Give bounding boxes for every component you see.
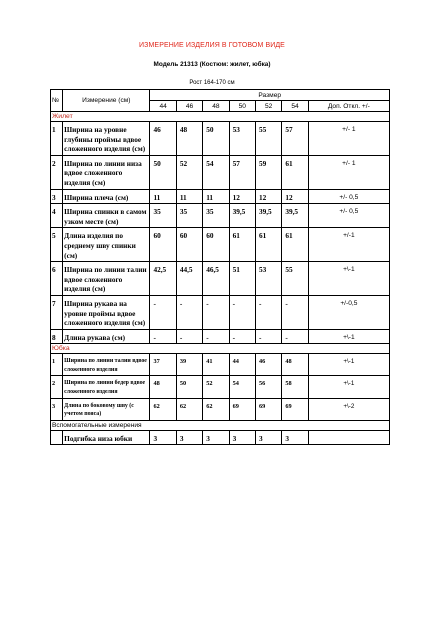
size-value: 48 bbox=[150, 376, 176, 398]
measurement-name: Ширина плеча (см) bbox=[63, 189, 150, 204]
size-value: 41 bbox=[203, 354, 229, 376]
size-value: - bbox=[176, 295, 202, 329]
row-number: 8 bbox=[51, 329, 63, 344]
section-vest-label: Жилет bbox=[51, 112, 390, 122]
measurement-name: Ширина на уровне глубины проймы вдвое сложенного изделия (см) bbox=[63, 122, 150, 156]
size-value: 3 bbox=[176, 430, 202, 445]
document-title: ИЗМЕРЕНИЕ ИЗДЕЛИЯ В ГОТОВОМ ВИДЕ bbox=[139, 42, 285, 49]
size-value: 50 bbox=[203, 122, 229, 156]
row-number: 2 bbox=[51, 155, 63, 189]
size-value: 55 bbox=[255, 122, 281, 156]
row-number: 4 bbox=[51, 204, 63, 228]
size-value: 58 bbox=[282, 376, 308, 398]
size-value: 61 bbox=[229, 228, 255, 262]
section-aux bbox=[51, 420, 390, 430]
table-row bbox=[51, 155, 390, 189]
table-row bbox=[51, 430, 390, 445]
measurement-name: Длина по боковому шву (с учетом пояса) bbox=[63, 398, 150, 420]
size-value: 12 bbox=[229, 189, 255, 204]
tolerance-value: +\-1 bbox=[308, 354, 389, 376]
size-value: 46,5 bbox=[203, 262, 229, 296]
row-number: 7 bbox=[51, 295, 63, 329]
size-value: 12 bbox=[282, 189, 308, 204]
size-value: 55 bbox=[282, 262, 308, 296]
tolerance-value: +/-1 bbox=[308, 228, 389, 262]
size-value: 60 bbox=[150, 228, 176, 262]
table-row bbox=[51, 122, 390, 156]
model-caption: Модель 21313 (Костюм: жилет, юбка) bbox=[153, 61, 271, 68]
section-skirt-label: Юбка bbox=[51, 344, 390, 354]
size-value: - bbox=[255, 329, 281, 344]
size-value: 3 bbox=[229, 430, 255, 445]
size-value: 52 bbox=[203, 376, 229, 398]
tolerance-value: +\-1 bbox=[308, 329, 389, 344]
size-value: 57 bbox=[229, 155, 255, 189]
table-row bbox=[51, 295, 390, 329]
size-value: 61 bbox=[282, 155, 308, 189]
table-row bbox=[51, 354, 390, 376]
size-value: - bbox=[282, 329, 308, 344]
size-value: 39,5 bbox=[229, 204, 255, 228]
size-value: 12 bbox=[255, 189, 281, 204]
measurement-name: Подгибка низа юбки bbox=[63, 430, 150, 445]
size-value: 62 bbox=[150, 398, 176, 420]
size-value: 54 bbox=[229, 376, 255, 398]
size-value: 39,5 bbox=[255, 204, 281, 228]
size-value: 62 bbox=[176, 398, 202, 420]
row-number: 1 bbox=[51, 354, 63, 376]
row-number: 6 bbox=[51, 262, 63, 296]
size-value: 11 bbox=[203, 189, 229, 204]
measurement-name: Длина изделия по среднему шву спинки (см) bbox=[63, 228, 150, 262]
tolerance-value: +/- 0,5 bbox=[308, 189, 389, 204]
tolerance-value: +/- 0,5 bbox=[308, 204, 389, 228]
size-value: 61 bbox=[255, 228, 281, 262]
row-number bbox=[51, 430, 63, 445]
size-value: 53 bbox=[255, 262, 281, 296]
size-value: 61 bbox=[282, 228, 308, 262]
table-row bbox=[51, 376, 390, 398]
row-number: 3 bbox=[51, 189, 63, 204]
section-skirt bbox=[51, 344, 390, 354]
size-value: - bbox=[203, 329, 229, 344]
size-value: 3 bbox=[255, 430, 281, 445]
row-number: 5 bbox=[51, 228, 63, 262]
section-aux-label: Вспомогательные измерения bbox=[51, 420, 390, 430]
size-value: 54 bbox=[203, 155, 229, 189]
tolerance-value: +/- 1 bbox=[308, 155, 389, 189]
measurement-name: Ширина по линии бедер вдвое сложенного изделия bbox=[63, 376, 150, 398]
tolerance-value: +/-0,5 bbox=[308, 295, 389, 329]
size-value: 44,5 bbox=[176, 262, 202, 296]
header-tolerance: Доп. Откл. +/- bbox=[308, 101, 389, 112]
measurement-name: Ширина спинки в самом узком месте (см) bbox=[63, 204, 150, 228]
header-size-cell: 52 bbox=[255, 101, 281, 112]
size-value: 62 bbox=[203, 398, 229, 420]
size-value: - bbox=[203, 295, 229, 329]
size-value: 50 bbox=[176, 376, 202, 398]
size-value: 39 bbox=[176, 354, 202, 376]
size-value: 50 bbox=[150, 155, 176, 189]
header-size-cell: 54 bbox=[282, 101, 308, 112]
row-number: 1 bbox=[51, 122, 63, 156]
size-value: 11 bbox=[176, 189, 202, 204]
tolerance-value: +/- 1 bbox=[308, 122, 389, 156]
size-value: - bbox=[229, 329, 255, 344]
size-value: - bbox=[282, 295, 308, 329]
size-value: 57 bbox=[282, 122, 308, 156]
size-value: - bbox=[229, 295, 255, 329]
size-value: 3 bbox=[150, 430, 176, 445]
size-value: 48 bbox=[176, 122, 202, 156]
size-value: 46 bbox=[150, 122, 176, 156]
measurements-table bbox=[50, 89, 390, 445]
growth-caption: Рост 164-170 см bbox=[189, 80, 235, 86]
measurement-name: Длина рукава (см) bbox=[63, 329, 150, 344]
table-row bbox=[51, 329, 390, 344]
table-row bbox=[51, 398, 390, 420]
row-number: 2 bbox=[51, 376, 63, 398]
size-value: 52 bbox=[176, 155, 202, 189]
size-value: 35 bbox=[203, 204, 229, 228]
header-measure: Измерение (см) bbox=[63, 90, 150, 112]
measurement-name: Ширина по линии талии вдвое сложенного изделия (см) bbox=[63, 262, 150, 296]
size-value: 46 bbox=[255, 354, 281, 376]
header-size-cell: 50 bbox=[229, 101, 255, 112]
size-value: 39,5 bbox=[282, 204, 308, 228]
header-size-cell: 46 bbox=[176, 101, 202, 112]
tolerance-value bbox=[308, 430, 389, 445]
measurement-name: Ширина рукава на уровне проймы вдвое сложенного изделия (см) bbox=[63, 295, 150, 329]
size-value: - bbox=[150, 295, 176, 329]
header-size-cell: 44 bbox=[150, 101, 176, 112]
size-value: 53 bbox=[229, 122, 255, 156]
header-size: Размер bbox=[150, 90, 390, 101]
table-row bbox=[51, 228, 390, 262]
size-value: 44 bbox=[229, 354, 255, 376]
size-value: 48 bbox=[282, 354, 308, 376]
size-value: 56 bbox=[255, 376, 281, 398]
size-value: 60 bbox=[176, 228, 202, 262]
size-value: - bbox=[176, 329, 202, 344]
header-row-1 bbox=[51, 90, 390, 101]
header-no: № bbox=[51, 90, 63, 112]
size-value: 3 bbox=[203, 430, 229, 445]
row-number: 3 bbox=[51, 398, 63, 420]
size-value: 35 bbox=[176, 204, 202, 228]
table-row bbox=[51, 204, 390, 228]
size-value: 60 bbox=[203, 228, 229, 262]
tolerance-value: +\-2 bbox=[308, 398, 389, 420]
size-value: 11 bbox=[150, 189, 176, 204]
size-value: - bbox=[150, 329, 176, 344]
tolerance-value: +\-1 bbox=[308, 262, 389, 296]
table-row bbox=[51, 189, 390, 204]
size-value: 42,5 bbox=[150, 262, 176, 296]
header-size-cell: 48 bbox=[203, 101, 229, 112]
table-row bbox=[51, 262, 390, 296]
size-value: 35 bbox=[150, 204, 176, 228]
tolerance-value: +\-1 bbox=[308, 376, 389, 398]
size-value: 51 bbox=[229, 262, 255, 296]
measurement-name: Ширина по линии талии вдвое сложенного изделия bbox=[63, 354, 150, 376]
measurement-name: Ширина по линии низа вдвое сложенного изделия (см) bbox=[63, 155, 150, 189]
size-value: 37 bbox=[150, 354, 176, 376]
size-value: 69 bbox=[229, 398, 255, 420]
size-value: 3 bbox=[282, 430, 308, 445]
size-value: 69 bbox=[255, 398, 281, 420]
size-value: 59 bbox=[255, 155, 281, 189]
size-value: - bbox=[255, 295, 281, 329]
size-value: 69 bbox=[282, 398, 308, 420]
section-vest bbox=[51, 112, 390, 122]
